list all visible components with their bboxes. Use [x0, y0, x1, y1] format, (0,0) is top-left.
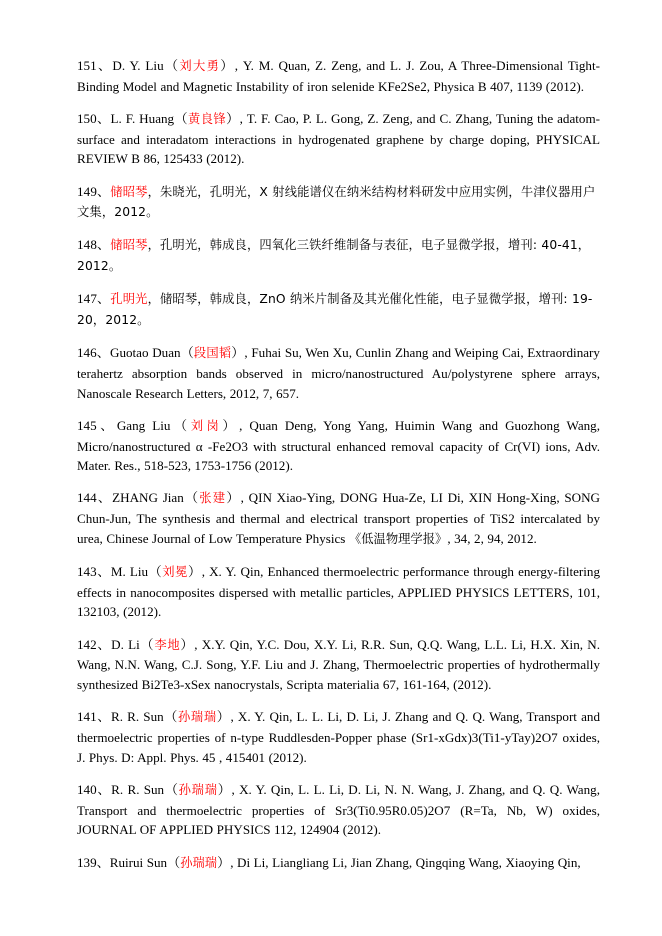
reference-text: ）, Y. M. Quan, Z. Zeng, and L. J. Zou, A Three-Dimensional Tight-Binding Model and Magnetic Instability of iron selenide KFe2Se2, Physica B 407, 1139 (2012).	[77, 58, 600, 94]
reference-entry	[77, 562, 600, 622]
reference-text: ）, X. Y. Qin, L. L. Li, D. Li, N. N. Wang, J. Zhang, and Q. Q. Wang, Transport and thermoelectric properties of Sr3(Ti0.95R0.05)2O7 (R=Ta, Nb, W) oxides, JOURNAL OF APPLIED PHYSICS 112, 124904 (2012).	[77, 781, 600, 838]
author-chinese-name: 孔明光	[110, 292, 148, 307]
reference-text: ）, QIN Xiao-Ying, DONG Hua-Ze, LI Di, XIN Hong-Xing, SONG Chun-Jun, The synthesis and thermal and electrical transport properties of TiS2 intercalated by urea, Chinese Journal of Low Temperature Physics	[77, 490, 600, 546]
reference-text: 139、Ruirui Sun（	[77, 854, 181, 870]
reference-text: 148、	[77, 237, 111, 253]
reference-text: , 34, 2, 94, 2012.	[447, 530, 537, 546]
reference-text: 150、L. F. Huang（	[77, 110, 188, 126]
author-chinese-name: 李地	[154, 637, 181, 652]
reference-text: 146、Guotao Duan（	[77, 345, 194, 361]
reference-text: 144、ZHANG Jian（	[77, 490, 200, 506]
author-chinese-name: 黄良锋	[188, 111, 227, 126]
reference-entry	[77, 416, 600, 476]
reference-entry	[77, 182, 600, 223]
reference-text-cjk: ，朱晓光，孔明光，X 射线能谱仪在纳米结构材料研发中应用实例，牛津仪器用户文集，2012。	[77, 184, 596, 220]
reference-entry	[77, 635, 600, 695]
reference-text: ）, T. F. Cao, P. L. Gong, Z. Zeng, and C. Zhang, Tuning the adatom-surface and interadatom interactions in hydrogenated graphene by charge doping, PHYSICAL REVIEW B 86, 125433 (2012).	[77, 110, 600, 167]
reference-entry	[77, 109, 600, 169]
author-chinese-name: 刘冕	[162, 565, 189, 580]
reference-text: 142、D. Li（	[77, 636, 155, 652]
author-chinese-name: 孙瑞瑞	[178, 782, 218, 797]
author-chinese-name: 段国韬	[193, 346, 232, 361]
reference-text-cjk: ，储昭琴，韩成良，ZnO 纳米片制备及其光催化性能，电子显微学报，增刊: 19-20，2012。	[77, 292, 593, 328]
author-chinese-name: 刘大勇	[179, 59, 221, 73]
reference-text: ）, X. Y. Qin, Enhanced thermoelectric performance through energy-filtering effects in nanocomposites dispersed with metallic particles, APPLIED PHYSICS LETTERS, 101, 132103, (2012).	[77, 564, 600, 620]
reference-entry	[77, 853, 600, 874]
reference-text: 140、R. R. Sun（	[77, 781, 179, 797]
reference-text: ）, X. Y. Qin, L. L. Li, D. Li, J. Zhang and Q. Q. Wang, Transport and thermoelectric properties of n-type Ruddlesden-Popper phase (Sr1-xGdx)3(Ti1-yTay)2O7 oxides, J. Phys. D: Appl. Phys. 45 , 415401 (2012).	[77, 709, 600, 765]
reference-text: 143、M. Liu（	[77, 564, 163, 580]
reference-text: 145、Gang Liu（	[77, 417, 191, 433]
reference-text-cjk: 《低温物理学报》	[348, 531, 448, 546]
reference-list	[77, 56, 600, 873]
author-chinese-name: 刘岗	[190, 418, 223, 433]
reference-text: ）, Quan Deng, Yong Yang, Huimin Wang and Guozhong Wang, Micro/nanostructured α -Fe2O3 with structural enhanced removal capacity of Cr(VI) ions, Adv. Mater. Res., 518-523, 1753-1756 (2012).	[77, 417, 600, 474]
reference-text: 141、R. R. Sun（	[77, 709, 178, 725]
reference-text: 147、	[77, 291, 111, 307]
reference-text: ）, X.Y. Qin, Y.C. Dou, X.Y. Li, R.R. Sun, Q.Q. Wang, L.L. Li, H.X. Xin, N. Wang, N.N. Wang, C.J. Song, Y.F. Liu and J. Zhang, Thermoelectric properties of hydrothermally synthesized Bi2Te3-xSex nanocrystals, Scripta materialia 67, 161-164, (2012).	[77, 636, 600, 693]
reference-entry	[77, 289, 600, 330]
reference-text: ）, Fuhai Su, Wen Xu, Cunlin Zhang and Weiping Cai, Extraordinary terahertz absorption bands observed in micro/nanostructured Au/polystyrene sphere arrays, Nanoscale Research Letters, 2012, 7, 657.	[77, 345, 600, 401]
author-chinese-name: 储昭琴	[110, 238, 148, 253]
reference-entry	[77, 343, 600, 403]
reference-text: 149、	[77, 183, 111, 199]
author-chinese-name: 张建	[199, 491, 227, 506]
reference-entry	[77, 707, 600, 767]
reference-entry	[77, 780, 600, 840]
reference-entry	[77, 56, 600, 96]
reference-entry	[77, 488, 600, 549]
reference-text-cjk: ，孔明光，韩成良，四氧化三铁纤维制备与表征，电子显微学报，增刊: 40-41，2012。	[77, 238, 591, 274]
reference-text: 151、D. Y. Liu（	[77, 58, 180, 73]
author-chinese-name: 储昭琴	[110, 184, 148, 199]
reference-text: ）, Di Li, Liangliang Li, Jian Zhang, Qingqing Wang, Xiaoying Qin,	[217, 854, 581, 870]
author-chinese-name: 孙瑞瑞	[180, 855, 218, 870]
reference-entry	[77, 235, 600, 276]
author-chinese-name: 孙瑞瑞	[178, 710, 217, 725]
